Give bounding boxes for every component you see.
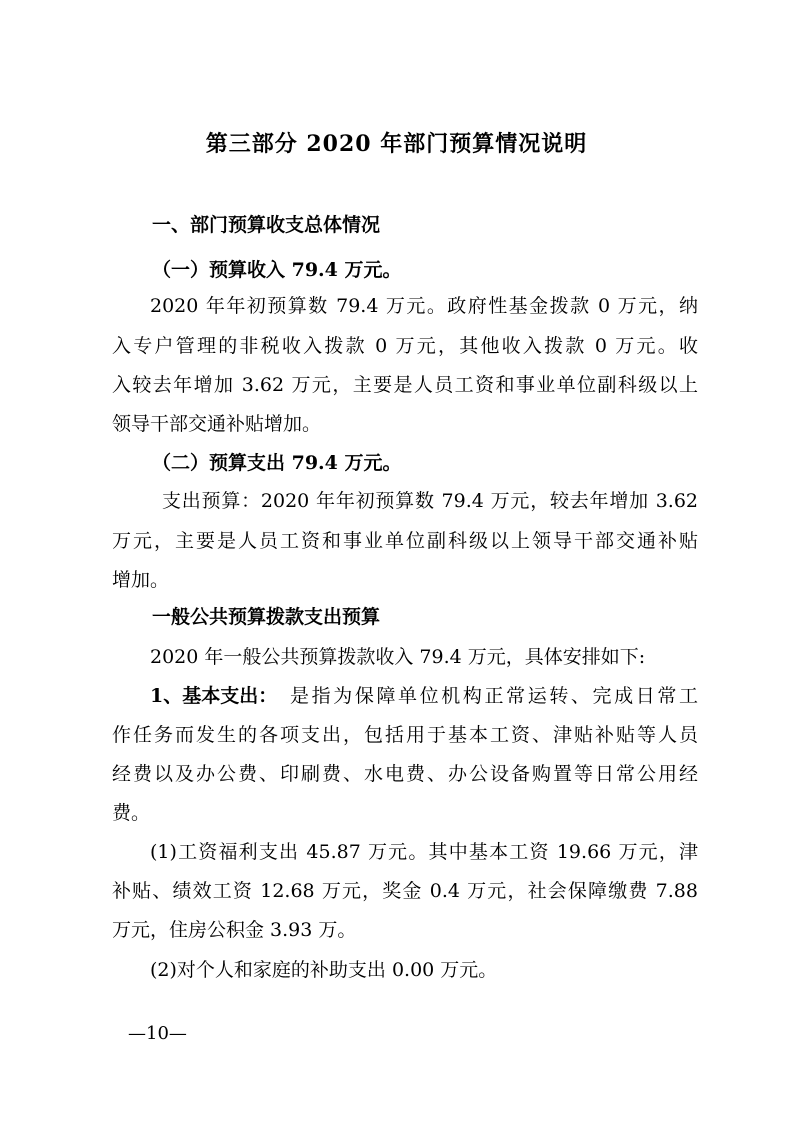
subsection-heading-expense: （二）预算支出 79.4 万元。 [152,452,402,474]
general-budget-heading: 一般公共预算拨款支出预算 [152,606,381,628]
income-text-line: 入专户管理的非税收入拨款 0 万元，其他收入拨款 0 万元。收 [112,335,698,357]
basic-expense-text-line: 费。 [112,802,151,824]
wages-text-line: 补贴、绩效工资 12.68 万元，奖金 0.4 万元，社会保障缴费 7.88 [112,880,698,902]
income-text-line: 2020 年年初预算数 79.4 万元。政府性基金拨款 0 万元，纳 [150,295,698,317]
subsection-heading-income: （一）预算收入 79.4 万元。 [152,259,402,281]
page-number: —10— [128,1023,187,1044]
page-title: 第三部分 2020 年部门预算情况说明 [205,131,588,157]
basic-expense-text-line: 经费以及办公费、印刷费、水电费、办公设备购置等日常公用经 [112,763,698,785]
expense-text-line: 支出预算：2020 年年初预算数 79.4 万元，较去年增加 3.62 [162,490,698,512]
basic-expense-text-line: 作任务而发生的各项支出，包括用于基本工资、津贴补贴等人员 [112,724,698,746]
income-text-line: 领导干部交通补贴增加。 [112,413,322,435]
expense-text-line: 万元，主要是人员工资和事业单位副科级以上领导干部交通补贴 [112,530,698,552]
basic-expense-label: 1、基本支出： [150,685,278,707]
general-budget-intro: 2020 年一般公共预算拨款收入 79.4 万元，具体安排如下: [150,646,646,668]
wages-text-line: (1)工资福利支出 45.87 万元。其中基本工资 19.66 万元，津 [150,841,698,863]
basic-expense-text-line: 是指为保障单位机构正常运转、完成日常工 [290,685,698,707]
income-text-line: 入较去年增加 3.62 万元，主要是人员工资和事业单位副科级以上 [112,374,698,396]
household-subsidy-line: (2)对个人和家庭的补助支出 0.00 万元。 [150,959,498,981]
expense-text-line: 增加。 [112,569,170,591]
section-heading: 一、部门预算收支总体情况 [152,214,381,236]
wages-text-line: 万元，住房公积金 3.93 万。 [112,919,357,941]
